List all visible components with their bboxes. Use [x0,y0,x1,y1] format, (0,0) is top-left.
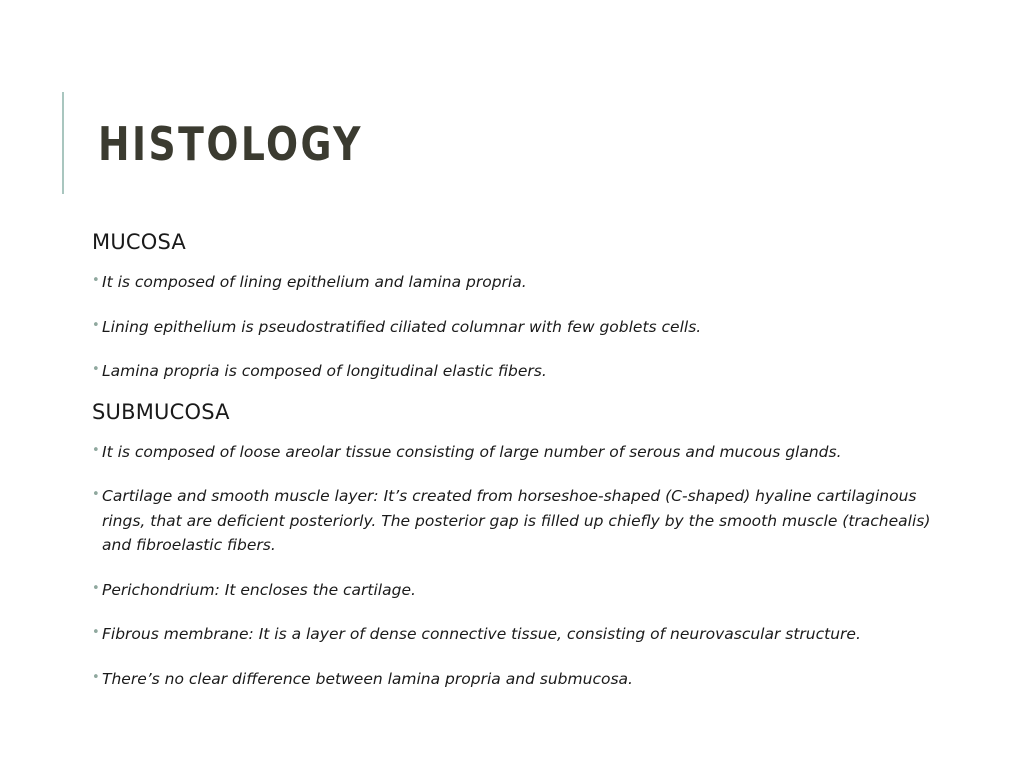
bullet-text: Lining epithelium is pseudostratified ciliated columnar with few goblets cells. [102,317,702,336]
slide-content [92,226,952,711]
bullet-item [92,578,952,603]
bullet-item [92,315,952,340]
title-accent-bar [62,92,64,194]
bullet-item [92,622,952,647]
bullet-text: Lamina propria is composed of longitudinal elastic fibers. [102,362,547,380]
bullet-text: It is composed of loose areolar tissue consisting of large number of serous and mucous glands. [102,442,842,461]
bullet-icon: • [92,317,100,333]
bullet-icon: • [92,362,100,377]
slide-title: HISTOLOGY [98,117,363,171]
bullet-icon: • [92,625,100,640]
bullet-text: There’s no clear difference between lamina propria and submucosa. [102,669,633,688]
bullet-text: Fibrous membrane: It is a layer of dense connective tissue, consisting of neurovascular structure. [102,625,861,643]
bullet-icon: • [92,487,100,502]
bullet-text: It is composed of lining epithelium and lamina propria. [102,273,527,291]
bullet-item [92,667,952,692]
section-mucosa [92,226,952,384]
bullet-icon: • [92,273,100,288]
section-submucosa [92,396,952,692]
bullet-icon: • [92,669,100,685]
bullet-text: Cartilage and smooth muscle layer: It’s created from horseshoe-shaped (C-shaped) hyaline cartilaginous rings, that are deficient posteriorly. The posterior gap is filled up chiefly by the smooth muscle (trachealis) and fibroelastic fibers. [102,487,931,554]
bullet-item [92,359,952,384]
bullet-text: Perichondrium: It encloses the cartilage. [102,580,416,599]
bullet-list [92,440,952,692]
bullet-icon: • [92,442,100,458]
bullet-list [92,270,952,384]
bullet-item [92,484,952,558]
section-heading: MUCOSA [92,230,186,254]
bullet-icon: • [92,580,100,596]
bullet-item [92,440,952,465]
bullet-item [92,270,952,295]
section-heading: SUBMUCOSA [92,399,230,424]
